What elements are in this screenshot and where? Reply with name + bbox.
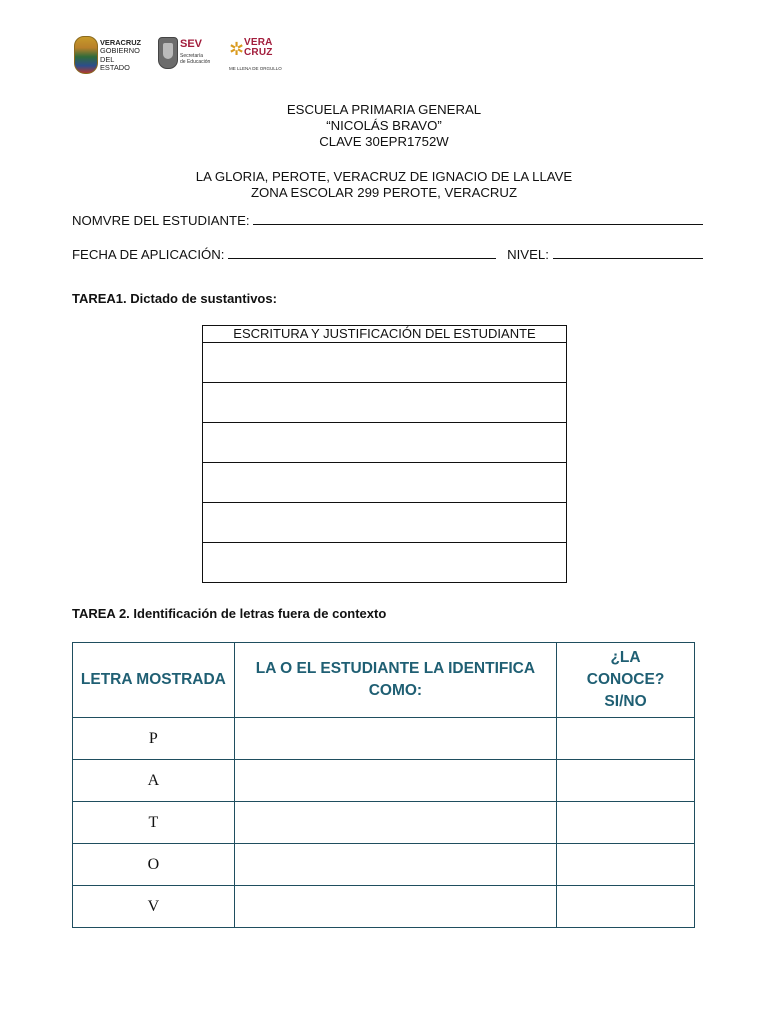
school-name: “NICOLÁS BRAVO” <box>326 118 442 133</box>
task2-title <box>72 606 386 621</box>
task1-answer-cell[interactable] <box>203 383 567 423</box>
sev-logo-name: SEV <box>180 38 203 50</box>
sev-shield-icon <box>158 37 178 69</box>
task1-table <box>202 325 567 583</box>
letter-cell: V <box>73 886 235 928</box>
level-label: NIVEL: <box>507 247 549 262</box>
school-location: LA GLORIA, PEROTE, VERACRUZ DE IGNACIO DE LA LLAVE <box>195 169 573 184</box>
identification-cell[interactable] <box>234 844 556 886</box>
veracruz-government-logo <box>72 34 144 78</box>
logo-bar <box>72 34 282 78</box>
task1-label: TAREA1. <box>72 291 127 306</box>
student-identifies-header: LA O EL ESTUDIANTE LA IDENTIFICA COMO: <box>234 643 556 718</box>
student-name-field <box>72 212 703 228</box>
task1-answer-cell[interactable] <box>203 423 567 463</box>
identification-cell[interactable] <box>234 802 556 844</box>
letter-cell: A <box>73 760 235 802</box>
task1-answer-cell[interactable] <box>203 543 567 583</box>
task1-answer-cell[interactable] <box>203 463 567 503</box>
logo-text-line: GOBIERNO <box>100 46 140 56</box>
application-date-blank[interactable] <box>228 246 496 259</box>
knows-it-header-text: ¿LA CONOCE? SI/NO <box>586 649 665 710</box>
task2-label: TAREA 2. <box>72 606 130 621</box>
task2-description: Identificación de letras fuera de contexto <box>133 606 387 621</box>
veracruz-shield-icon <box>74 36 98 74</box>
vera-cruz-mark-icon: ✲ <box>229 39 245 59</box>
letter-cell: O <box>73 844 235 886</box>
knows-cell[interactable] <box>557 844 695 886</box>
logo-text-line: DEL ESTADO <box>100 54 130 72</box>
table-row <box>73 802 695 844</box>
task1-answer-cell[interactable] <box>203 503 567 543</box>
application-date-label: FECHA DE APLICACIÓN: <box>72 247 225 262</box>
student-name-label: NOMVRE DEL ESTUDIANTE: <box>72 213 250 228</box>
school-key: CLAVE 30EPR1752W <box>319 134 449 149</box>
sev-logo-subline: de Educación <box>180 59 211 65</box>
task1-description: Dictado de sustantivos: <box>130 291 277 306</box>
knows-cell[interactable] <box>557 718 695 760</box>
task2-table <box>72 642 695 928</box>
date-level-field <box>72 246 703 262</box>
letter-cell: T <box>73 802 235 844</box>
level-blank[interactable] <box>553 246 703 259</box>
letter-shown-header: LETRA MOSTRADA <box>73 643 235 718</box>
table-row <box>73 844 695 886</box>
vera-cruz-logo-line: CRUZ <box>244 47 273 58</box>
table-row <box>73 718 695 760</box>
identification-cell[interactable] <box>234 886 556 928</box>
student-name-blank[interactable] <box>253 212 703 225</box>
table-row <box>73 886 695 928</box>
vera-cruz-tagline: ME LLENA DE ORGULLO <box>229 66 282 71</box>
knows-cell[interactable] <box>557 760 695 802</box>
school-type: ESCUELA PRIMARIA GENERAL <box>286 102 482 117</box>
sev-logo <box>158 34 214 78</box>
knows-cell[interactable] <box>557 886 695 928</box>
identification-cell[interactable] <box>234 760 556 802</box>
task1-answer-cell[interactable] <box>203 343 567 383</box>
task1-title <box>72 291 277 306</box>
table-row <box>73 760 695 802</box>
task1-table-header: ESCRITURA Y JUSTIFICACIÓN DEL ESTUDIANTE <box>203 326 567 343</box>
vera-cruz-logo-line: VERA <box>244 37 273 48</box>
letter-cell: P <box>73 718 235 760</box>
identification-cell[interactable] <box>234 718 556 760</box>
knows-cell[interactable] <box>557 802 695 844</box>
logo-text-line: VERACRUZ <box>100 38 142 47</box>
sev-logo-subline: Secretaría <box>180 53 204 59</box>
knows-it-header <box>557 643 695 718</box>
school-zone: ZONA ESCOLAR 299 PEROTE, VERACRUZ <box>250 185 518 200</box>
vera-cruz-brand-logo <box>229 34 281 78</box>
